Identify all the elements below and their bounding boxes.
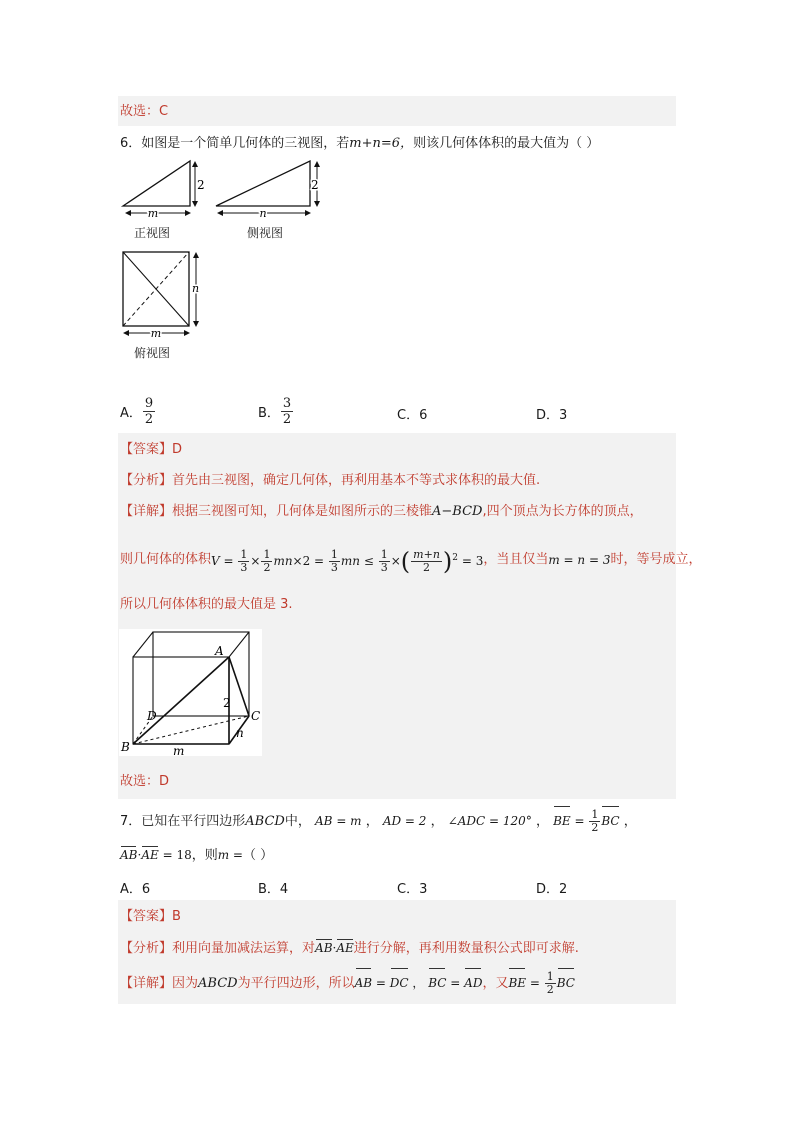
- q7-number: 7．: [120, 814, 142, 829]
- q7-option-c[interactable]: C．3: [397, 882, 428, 897]
- cube-figure: [119, 629, 262, 756]
- side-view: [216, 161, 317, 213]
- q7-ask-end: （ ）: [242, 848, 274, 863]
- q7-ask: ，则: [191, 848, 218, 863]
- q6-number: 6．: [120, 136, 142, 151]
- q7-stem-b: 中，: [284, 814, 311, 829]
- q6-option-a-num: 9: [144, 396, 154, 411]
- q6-option-b-den: 2: [282, 412, 292, 427]
- q6-analysis-text: 首先由三视图，确定几何体，再利用基本不等式求体积的最大值.: [172, 473, 541, 488]
- q6-option-a[interactable]: [120, 396, 156, 427]
- side-2-label: 2: [311, 178, 319, 192]
- q7-detail: [120, 968, 575, 999]
- cube-label-C: C: [251, 709, 261, 723]
- q6-stem-a: 如图是一个简单几何体的三视图，若: [141, 136, 350, 151]
- q6-detail-1a: 根据三视图可知，几何体是如图所示的三棱锥: [172, 504, 433, 519]
- q7-analysis-tag: 【分析】: [120, 941, 173, 956]
- q7-analysis-b: 进行分解，再利用数量积公式即可求解.: [353, 941, 579, 956]
- q7-detail-abcd: ABCD: [198, 976, 238, 991]
- q6-option-b-num: 3: [282, 396, 292, 411]
- q6-detail-2d: 时，等号成立，: [610, 551, 702, 567]
- q6-detail-3: 所以几何体体积的最大值是 3.: [120, 597, 293, 612]
- front-view: [123, 161, 195, 213]
- q7-be-eq: BE = $\frac{1}{2}$ BC: [553, 808, 620, 834]
- q6-detail-2b: ，当且仅当: [483, 551, 549, 567]
- q6-answer-value: D: [172, 442, 183, 457]
- q7-ab-eq: AB = m: [315, 814, 362, 828]
- front-2-label: 2: [197, 178, 205, 192]
- cube-label-m: m: [173, 744, 185, 756]
- q7-stem-2: [120, 846, 273, 865]
- top-view: [123, 252, 196, 333]
- q7-answer-value: B: [172, 909, 181, 924]
- q6-detail-2c: m = n = 3: [548, 552, 611, 567]
- q6-answer: [120, 441, 182, 459]
- q6-option-a-frac: [143, 396, 155, 427]
- q6-detail-1: [120, 503, 643, 521]
- side-view-caption: 侧视图: [247, 226, 284, 240]
- q6-detail-2a: 则几何体的体积: [120, 551, 212, 567]
- q6-detail-1b: A−BCD: [432, 504, 483, 519]
- q7-analysis-vec: AB·AE: [315, 941, 354, 955]
- q6-option-b-frac: [281, 396, 293, 427]
- q7-angle-eq: ∠ADC = 120°: [447, 814, 532, 828]
- q7-stem: 7．已知在平行四边形ABCD中， AB = m ， AD = 2 ， ∠ADC = 120° ， BE = $\frac{1}{2}$ BC ，: [120, 808, 637, 834]
- q7-option-d[interactable]: D．2: [536, 882, 568, 897]
- q6-answer-tag: 【答案】: [120, 442, 173, 457]
- q7-option-a[interactable]: A．6: [120, 882, 151, 897]
- q6-stem: [120, 135, 599, 153]
- q6-detail-2: [120, 540, 701, 580]
- q7-detail-c: ，又: [482, 976, 509, 991]
- q7-detail-b: 为平行四边形，所以: [237, 976, 355, 991]
- cube-label-D: D: [147, 709, 157, 723]
- side-n-label: n: [259, 207, 267, 220]
- q6-option-a-den: 2: [144, 412, 154, 427]
- q7-dot-product: AB·AE = 18: [120, 848, 192, 862]
- q7-analysis: [120, 939, 579, 958]
- prev-final-answer: 故选：C: [120, 104, 169, 119]
- cube-label-n: n: [236, 726, 244, 740]
- q6-option-a-label: A．: [120, 406, 142, 421]
- front-view-caption: 正视图: [134, 226, 171, 240]
- q6-condition: m+n=6，: [349, 136, 414, 151]
- top-m-label: m: [150, 327, 162, 340]
- cube-label-2: 2: [223, 696, 231, 710]
- q6-analysis-tag: 【分析】: [120, 473, 173, 488]
- top-n-label: n: [192, 282, 200, 295]
- q7-detail-be: BE = $\frac{1}{2}$ BC: [508, 970, 575, 996]
- q6-final: 故选：D: [120, 774, 170, 789]
- q7-ask-m: m =: [217, 848, 243, 862]
- q7-abcd: ABCD: [245, 814, 285, 829]
- q7-ad-eq: AD = 2: [382, 814, 427, 828]
- q7-answer: [120, 908, 181, 926]
- volume-formula: V = $\frac{1}{3}$ × $\frac{1}{2}$ mn×2 = $\frac{1}{3}$ mn ≤ $\frac{1}{3}$ ×( $\frac{m+n}{2}$ )$^2$ = 3: [211, 547, 484, 576]
- prev-answer-shade: [118, 96, 676, 126]
- q7-dot-eq: = 18: [162, 848, 192, 862]
- q6-option-b-label: B．: [258, 406, 280, 421]
- q7-answer-tag: 【答案】: [120, 909, 173, 924]
- front-m-label: m: [147, 207, 159, 220]
- q6-option-d[interactable]: D．3: [536, 408, 568, 423]
- cube-label-B: B: [121, 740, 130, 754]
- q7-option-b[interactable]: B．4: [258, 882, 289, 897]
- q7-analysis-a: 利用向量加减法运算，对: [172, 941, 316, 956]
- cube-label-A: A: [215, 644, 224, 658]
- q6-option-b[interactable]: [258, 396, 294, 427]
- q6-analysis: [120, 472, 540, 490]
- q7-detail-vecs: AB = DC ， BC = AD: [355, 976, 483, 990]
- q7-detail-a: 因为: [172, 976, 199, 991]
- top-view-caption: 俯视图: [134, 346, 171, 360]
- q6-detail-1c: ,四个顶点为长方体的顶点，: [482, 504, 643, 519]
- q7-stem-a: 已知在平行四边形: [141, 814, 246, 829]
- q6-option-c[interactable]: C．6: [397, 408, 428, 423]
- q7-detail-tag: 【详解】: [120, 976, 173, 991]
- q6-detail-tag: 【详解】: [120, 504, 173, 519]
- three-view-figure: [118, 156, 338, 366]
- q6-stem-b: 则该几何体体积的最大值为（ ）: [413, 136, 600, 151]
